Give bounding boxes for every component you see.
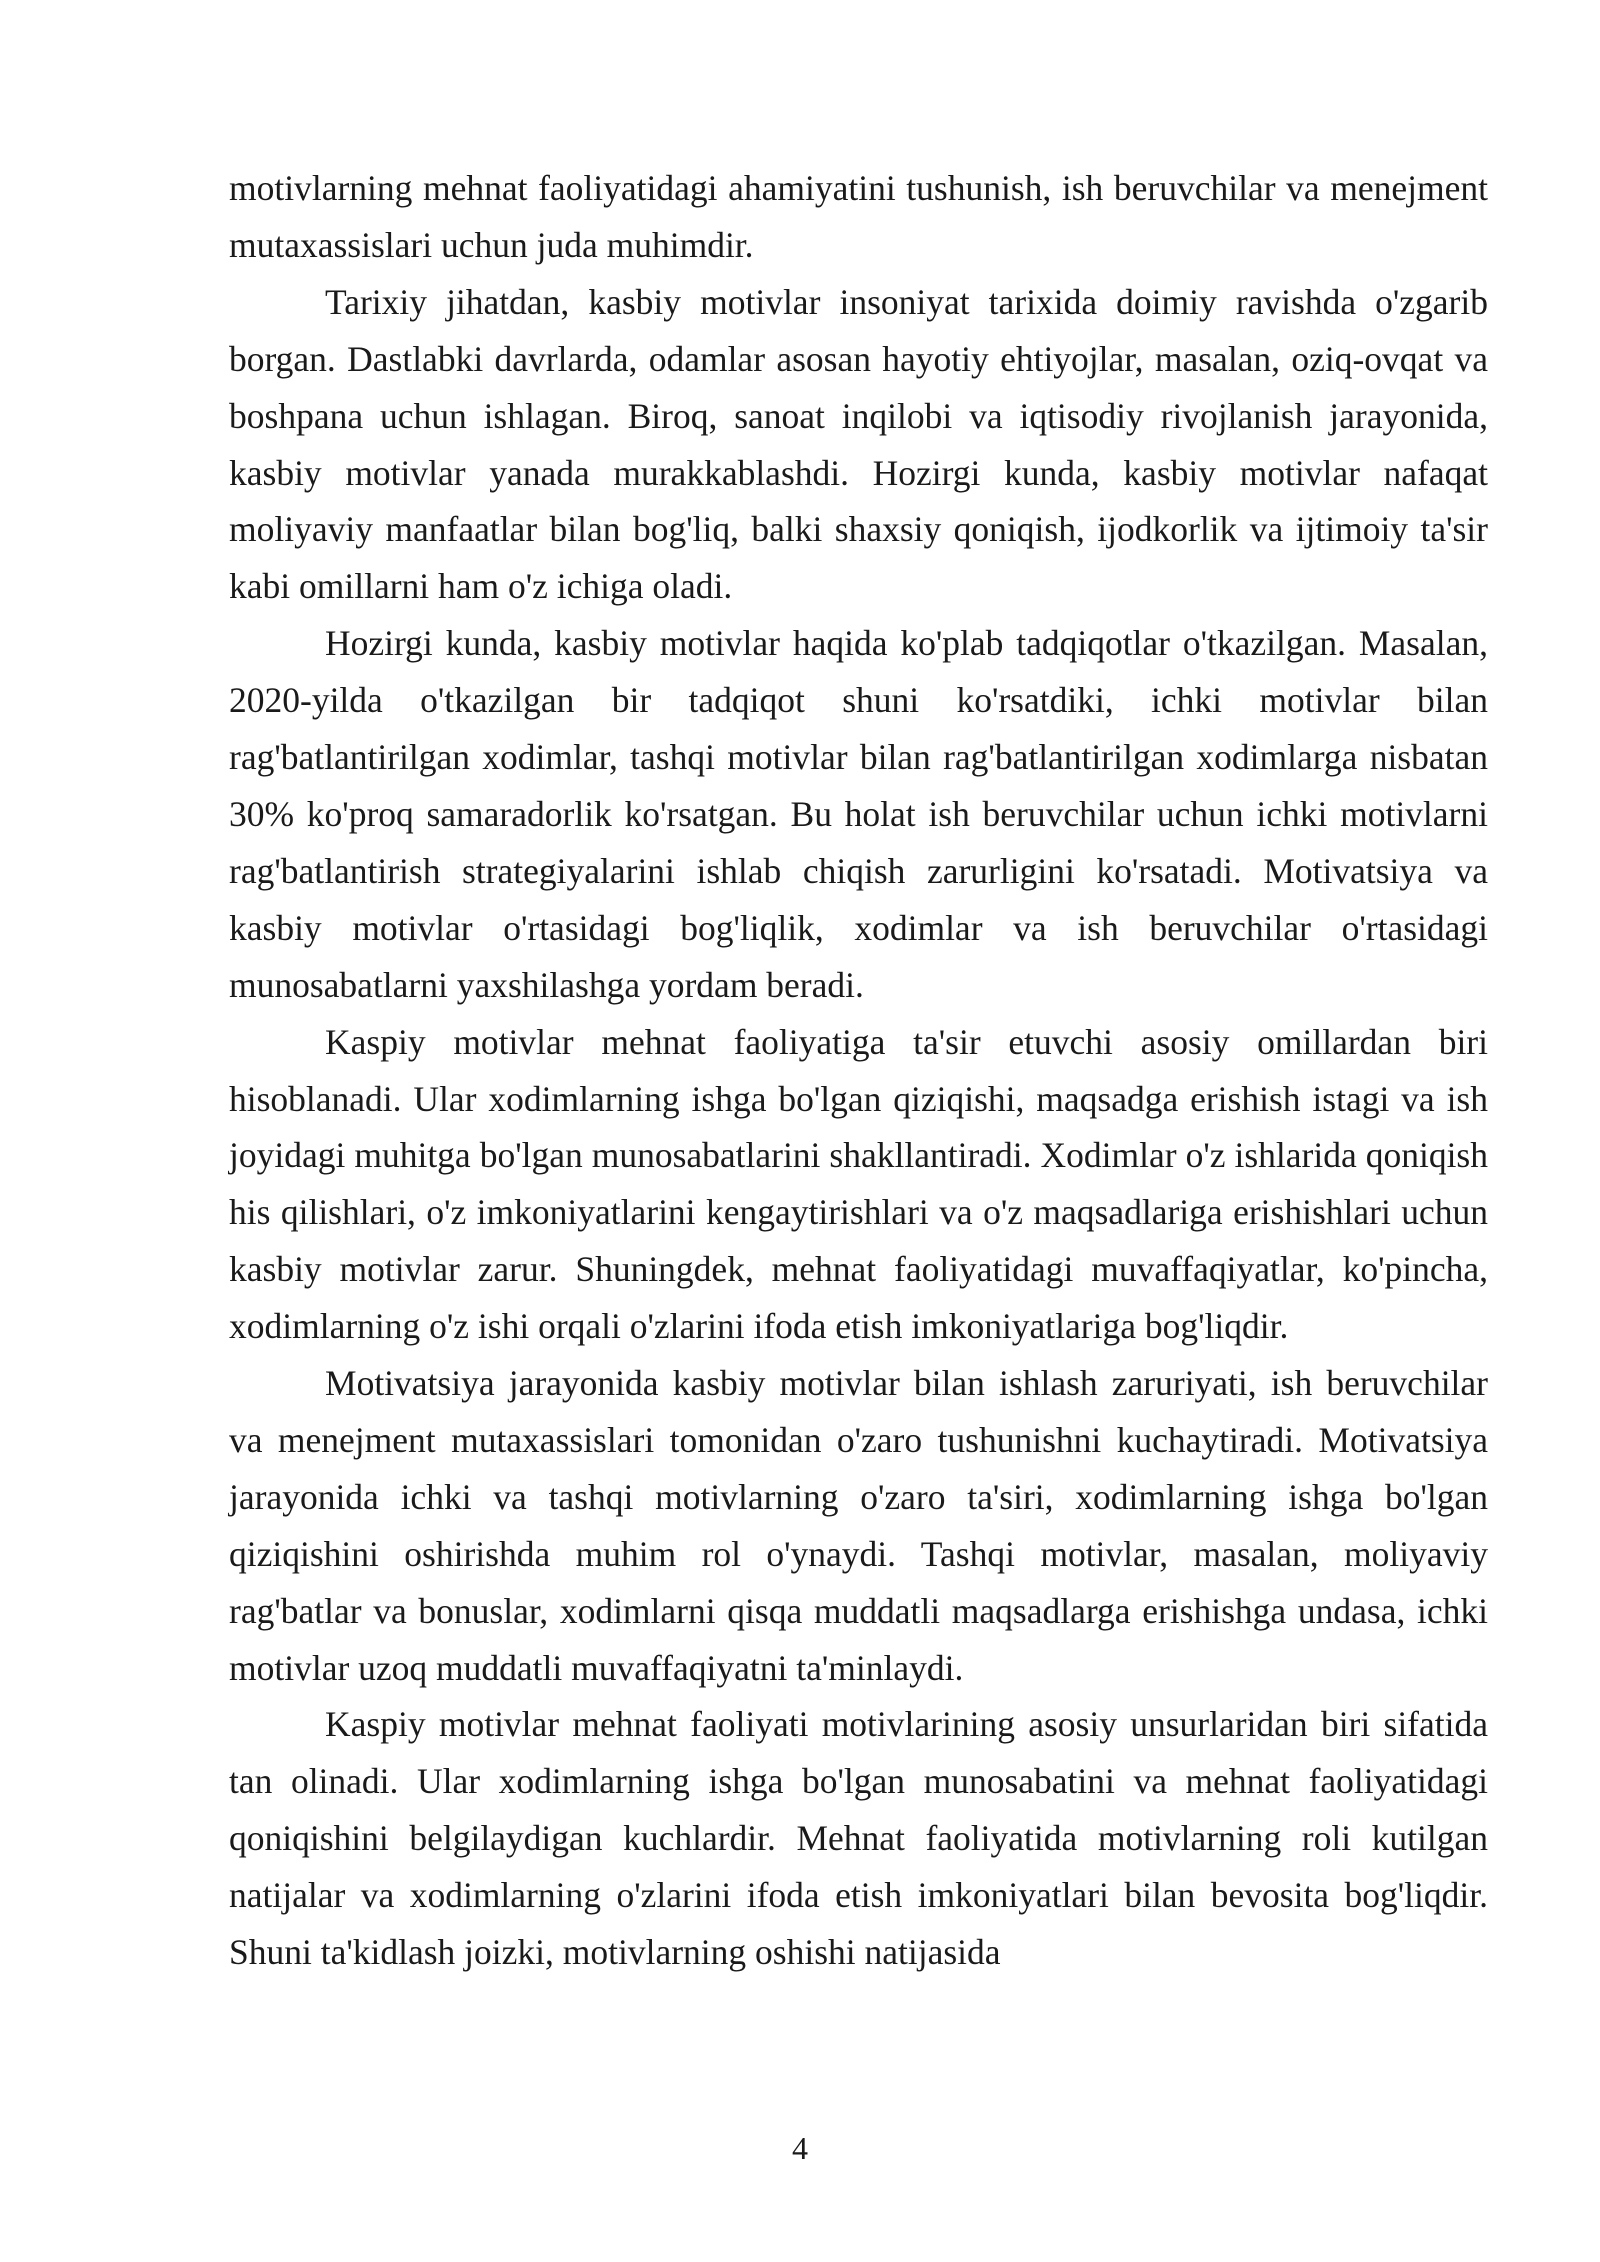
document-body <box>229 160 1488 1981</box>
paragraph: Kaspiy motivlar mehnat faoliyatiga ta'sir etuvchi asosiy omillardan biri hisoblanadi. Ular xodimlarning ishga bo'lgan qiziqishi, maqsadga erishish istagi va ish joyidagi muhitga bo'lgan munosabatlarini shakllantiradi. Xodimlar o'z ishlarida qoniqish his qilishlari, o'z imkoniyatlarini kengaytirishlari va o'z maqsadlariga erishishlari uchun kasbiy motivlar zarur. Shuningdek, mehnat faoliyatidagi muvaffaqiyatlar, ko'pincha, xodimlarning o'z ishi orqali o'zlarini ifoda etish imkoniyatlariga bog'liqdir. <box>229 1021 1488 1347</box>
paragraph: Hozirgi kunda, kasbiy motivlar haqida ko'plab tadqiqotlar o'tkazilgan. Masalan, 2020-yilda o'tkazilgan bir tadqiqot shuni ko'rsatdiki, ichki motivlar bilan rag'batlantirilgan xodimlar, tashqi motivlar bilan rag'batlantirilgan xodimlarga nisbatan 30% ko'proq samaradorlik ko'rsatgan. Bu holat ish beruvchilar uchun ichki motivlarni rag'batlantirish strategiyalarini ishlab chiqish zarurligini ko'rsatadi. Motivatsiya va kasbiy motivlar o'rtasidagi bog'liqlik, xodimlar va ish beruvchilar o'rtasidagi munosabatlarni yaxshilashga yordam beradi. <box>229 623 1488 1005</box>
paragraph: Motivatsiya jarayonida kasbiy motivlar bilan ishlash zaruriyati, ish beruvchilar va menejment mutaxassislari tomonidan o'zaro tushunishni kuchaytiradi. Motivatsiya jarayonida ichki va tashqi motivlarning o'zaro ta'siri, xodimlarning ishga bo'lgan qiziqishini oshirishda muhim rol o'ynaydi. Tashqi motivlar, masalan, moliyaviy rag'batlar va bonuslar, xodimlarni qisqa muddatli maqsadlarga erishishga undasa, ichki motivlar uzoq muddatli muvaffaqiyatni ta'minlaydi. <box>229 1363 1488 1688</box>
paragraph: Kaspiy motivlar mehnat faoliyati motivlarining asosiy unsurlaridan biri sifatida tan olinadi. Ular xodimlarning ishga bo'lgan munosabatini va mehnat faoliyatidagi qoniqishini belgilaydigan kuchlardir. Mehnat faoliyatida motivlarning roli kutilgan natijalar va xodimlarning o'zlarini ifoda etish imkoniyatlari bilan bevosita bog'liqdir. Shuni ta'kidlash joizki, motivlarning oshishi natijasida <box>229 1704 1488 1973</box>
page-number: 4 <box>792 2130 808 2166</box>
paragraph: Tarixiy jihatdan, kasbiy motivlar insoniyat tarixida doimiy ravishda o'zgarib borgan. Dastlabki davrlarda, odamlar asosan hayotiy ehtiyojlar, masalan, oziq-ovqat va boshpana uchun ishlagan. Biroq, sanoat inqilobi va iqtisodiy rivojlanish jarayonida, kasbiy motivlar yanada murakkablashdi. Hozirgi kunda, kasbiy motivlar nafaqat moliyaviy manfaatlar bilan bog'liq, balki shaxsiy qoniqish, ijodkorlik va ijtimoiy ta'sir kabi omillarni ham o'z ichiga oladi. <box>229 281 1488 607</box>
paragraph-continuation: motivlarning mehnat faoliyatidagi ahamiyatini tushunish, ish beruvchilar va menejment mutaxassislari uchun juda muhimdir. <box>229 168 1488 265</box>
